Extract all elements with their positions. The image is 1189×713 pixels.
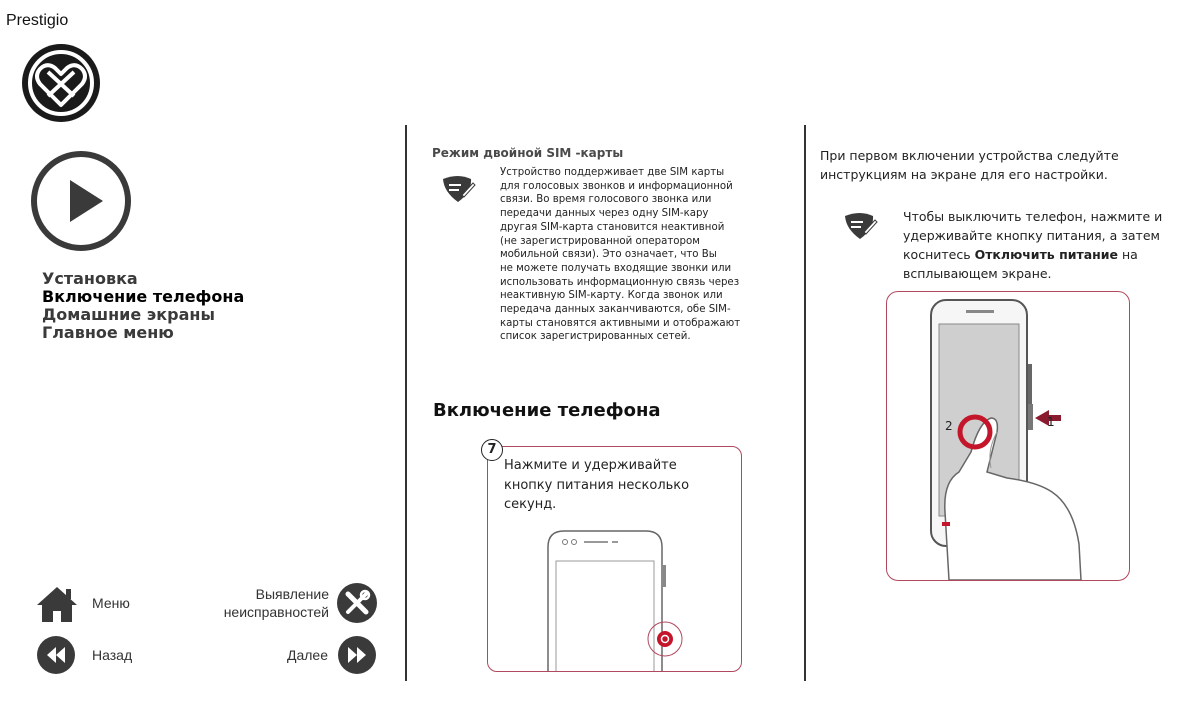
dual-sim-line: (не зарегистрированной оператором <box>500 235 700 247</box>
dual-sim-line: передача данных заканчиваются, обе SIM- <box>500 304 731 316</box>
dual-sim-line: связи. Во время голосового звонка или <box>500 194 712 206</box>
label-1: 1 <box>1047 415 1055 429</box>
menu-link[interactable]: Меню <box>92 595 130 611</box>
intro-line: инструкциям на экране для его настройки. <box>820 167 1108 182</box>
step-line: кнопку питания несколько <box>504 477 690 493</box>
dual-sim-title: Режим двойной SIM -карты <box>432 146 624 160</box>
intro-line: При первом включении устройства следуйте <box>820 148 1119 163</box>
rewind-icon[interactable] <box>36 635 76 675</box>
back-link[interactable]: Назад <box>92 647 133 663</box>
dual-sim-line: использовать информационную связь через <box>500 276 740 288</box>
note-line: всплывающем экране. <box>903 266 1052 281</box>
toc-item-power-on[interactable]: Включение телефона <box>42 287 245 306</box>
dual-sim-line: мобильной связи). Это означает, что Вы <box>500 249 717 261</box>
toc-item-install[interactable]: Установка <box>42 269 138 288</box>
dual-sim-line: карты становятся активными и отображают <box>500 317 741 329</box>
troubleshoot-line1: Выявление <box>255 586 329 602</box>
troubleshoot-line2: неисправностей <box>223 604 329 620</box>
next-link[interactable]: Далее <box>286 647 328 663</box>
column-divider <box>804 125 806 681</box>
setup-intro-text <box>820 146 1170 184</box>
brand-name: Prestigio <box>6 12 69 29</box>
dual-sim-line: список зарегистрированных сетей. <box>500 331 691 343</box>
fast-forward-icon[interactable] <box>337 635 377 675</box>
column-divider <box>405 125 407 681</box>
play-icon[interactable] <box>30 150 132 252</box>
dual-sim-line: Устройство поддерживает две SIM карты <box>500 167 725 178</box>
dual-sim-line: другая SIM-карта становится неактивной <box>500 221 725 233</box>
toc-item-home-screens[interactable]: Домашние экраны <box>42 305 215 324</box>
note-line <box>903 245 1175 264</box>
power-on-step-text <box>504 456 734 515</box>
power-off-callout <box>886 291 1130 581</box>
section-heading: Включение телефона <box>433 400 661 421</box>
dual-sim-line: для голосовых звонков и информационной <box>500 180 733 192</box>
power-off-option: Отключить питание <box>974 247 1119 262</box>
step-number-badge: 7 <box>481 439 503 461</box>
toc-nav <box>42 270 244 342</box>
step-line: секунд. <box>504 497 557 512</box>
power-off-note <box>903 207 1175 283</box>
dual-sim-text <box>500 166 772 344</box>
toc-item-main-menu[interactable]: Главное меню <box>42 323 174 342</box>
tools-icon[interactable] <box>336 582 378 624</box>
dual-sim-line: передачи данных через одну SIM-кару <box>500 208 709 220</box>
note-line: Чтобы выключить телефон, нажмите и <box>903 209 1163 224</box>
dual-sim-line: не можете получать входящие звонки или <box>500 262 732 274</box>
phone-hand-illustration <box>887 292 1129 580</box>
note-text: на <box>1118 247 1138 262</box>
prestigio-logo-icon <box>20 42 102 124</box>
step-line: Нажмите и удерживайте <box>504 458 677 473</box>
note-pencil-icon <box>842 211 878 241</box>
note-line: удерживайте кнопку питания, а затем <box>903 228 1160 243</box>
home-icon[interactable] <box>34 584 80 624</box>
label-2: 2 <box>945 419 953 433</box>
dual-sim-line: неактивную SIM-карту. Когда звонок или <box>500 290 723 302</box>
troubleshoot-link[interactable] <box>213 585 329 621</box>
note-pencil-icon <box>440 174 476 204</box>
note-text: коснитесь <box>903 247 975 262</box>
